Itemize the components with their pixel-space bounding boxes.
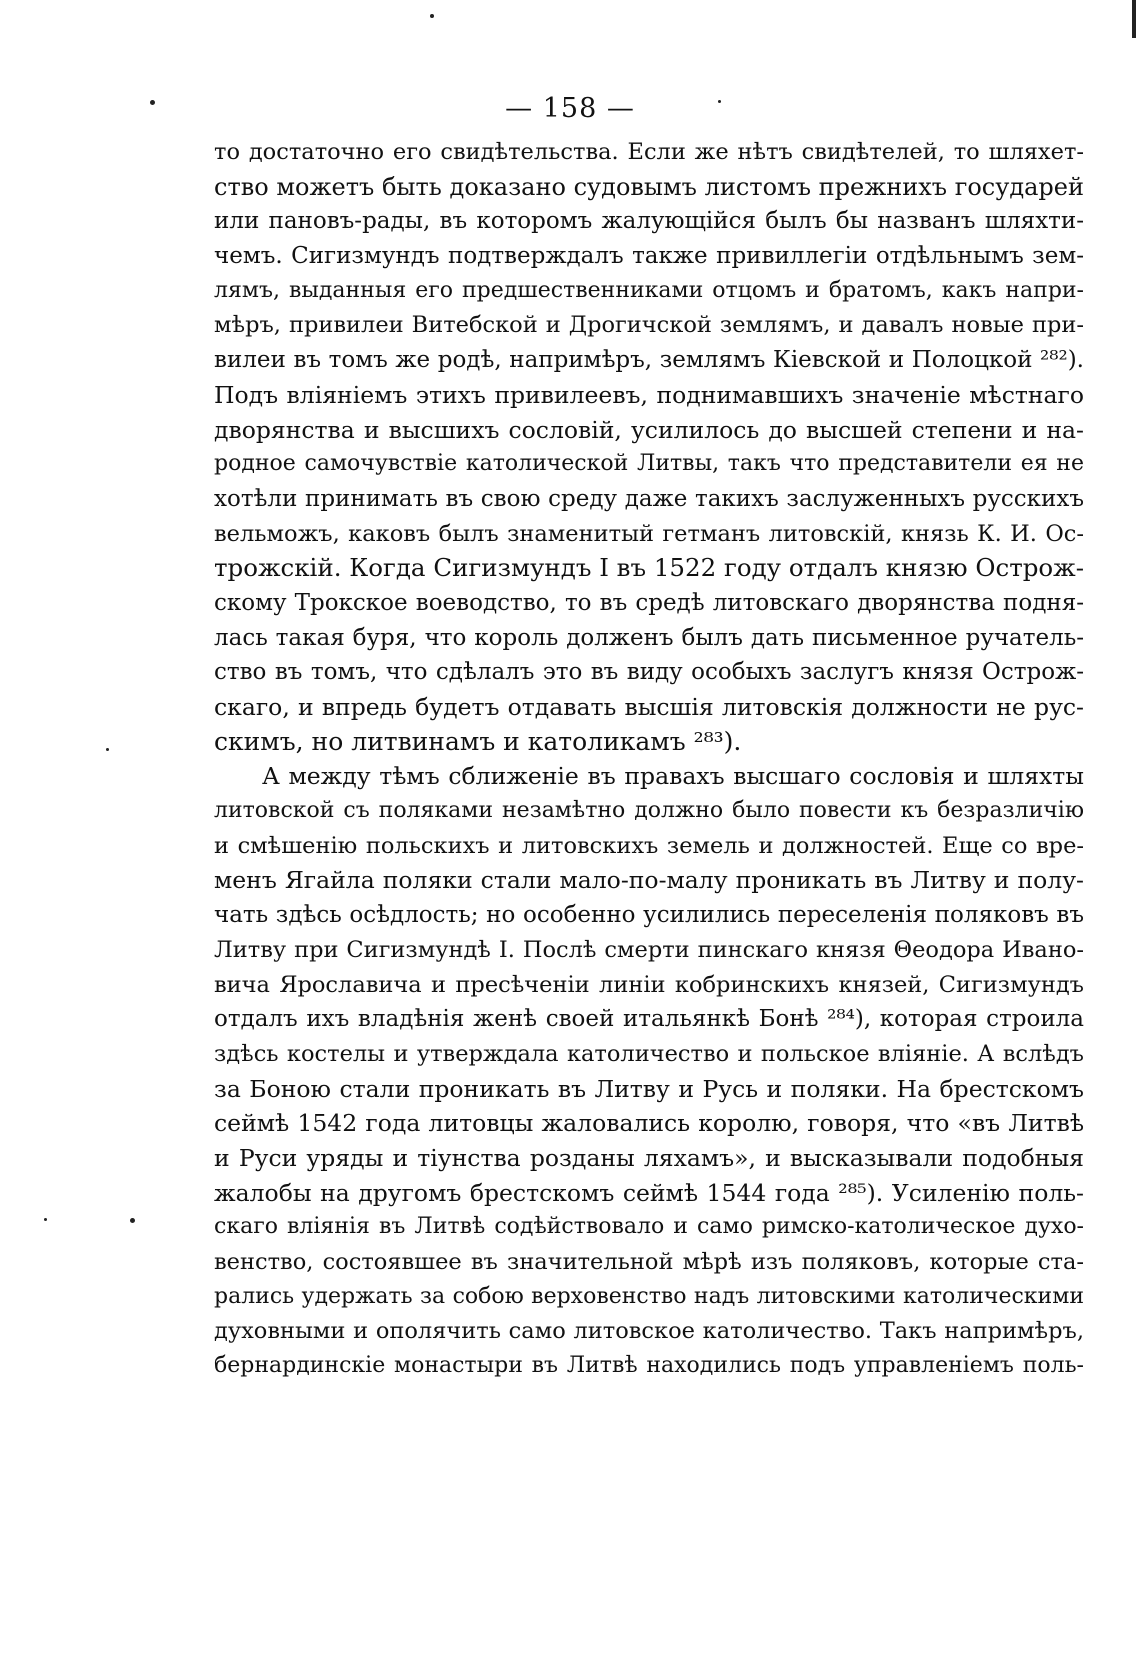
- paragraph: [214, 759, 1084, 1383]
- scan-speck: [44, 1218, 47, 1221]
- text-line: или пановъ-рады, въ которомъ жалующійся былъ бы названъ шляхти-: [214, 208, 1084, 235]
- text-line: ство можетъ быть доказано судовымъ листомъ прежнихъ государей: [214, 172, 1084, 201]
- text-line: А между тѣмъ сближеніе въ правахъ высшаго сословія и шляхты: [262, 762, 1084, 791]
- text-line: дворянства и высшихъ сословій, усилилось до высшей степени и на-: [214, 415, 1084, 444]
- text-line: то достаточно его свидѣтельства. Если же нѣтъ свидѣтелей, то шляхет-: [214, 139, 1084, 165]
- text-line: менъ Ягайла поляки стали мало-по-малу проникать въ Литву и полу-: [214, 866, 1084, 895]
- text-line: скому Трокское воеводство, то въ средѣ литовскаго дворянства подня-: [214, 589, 1084, 616]
- text-line: трожскій. Когда Сигизмундъ I въ 1522 году отдалъ князю Острож-: [214, 553, 1084, 583]
- page-number: — 158 —: [505, 93, 635, 124]
- text-line: родное самочувствіе католической Литвы, такъ что представители ея не: [214, 451, 1084, 477]
- text-line: Подъ вліяніемъ этихъ привилеевъ, поднимавшихъ значеніе мѣстнаго: [214, 380, 1084, 409]
- text-line: вича Ярославича и пресѣченіи линіи кобринскихъ князей, Сигизмундъ: [214, 971, 1084, 998]
- text-line: вилеи въ томъ же родѣ, напримѣръ, землямъ Кіевской и Полоцкой ²⁸²).: [214, 347, 1084, 374]
- text-line: отдалъ ихъ владѣнія женѣ своей итальянкѣ Бонѣ ²⁸⁴), которая строила: [214, 1006, 1084, 1033]
- text-line: скаго, и впредь будетъ отдавать высшія литовскія должности не рус-: [214, 693, 1084, 721]
- text-line: Литву при Сигизмундѣ I. Послѣ смерти пинскаго князя Θеодора Ивано-: [214, 936, 1084, 963]
- text-line: чать здѣсь осѣдлость; но особенно усилились переселенія поляковъ въ: [214, 902, 1084, 929]
- paragraph: [214, 135, 1084, 759]
- text-line: вельможъ, каковъ былъ знаменитый гетманъ литовскій, князь К. И. Ос-: [214, 520, 1084, 547]
- scan-speck: [130, 1218, 135, 1223]
- text-line: и смѣшенію польскихъ и литовскихъ земель и должностей. Еще со вре-: [214, 832, 1084, 859]
- text-line: лямъ, выданныя его предшественниками отцомъ и братомъ, какъ напри-: [214, 277, 1084, 303]
- text-line: бернардинскіе монастыри въ Литвѣ находились подъ управленіемъ поль-: [214, 1353, 1084, 1379]
- text-line: хотѣли принимать въ свою среду даже такихъ заслуженныхъ русскихъ: [214, 485, 1084, 512]
- text-line: за Боною стали проникать въ Литву и Русь и поляки. На брестскомъ: [214, 1074, 1084, 1103]
- text-line: венство, состоявшее въ значительной мѣрѣ изъ поляковъ, которые ста-: [214, 1249, 1084, 1275]
- scan-speck: [430, 14, 434, 18]
- page-edge-mark: [1132, 0, 1136, 38]
- text-line: скаго вліянія въ Литвѣ содѣйствовало и само римско-католическое духо-: [214, 1214, 1084, 1240]
- text-line: рались удержать за собою верховенство надъ литовскими католическими: [214, 1283, 1084, 1309]
- text-line: жалобы на другомъ брестскомъ сеймѣ 1544 года ²⁸⁵). Усиленію поль-: [214, 1178, 1084, 1207]
- text-line: сеймѣ 1542 года литовцы жаловались королю, говоря, что «въ Литвѣ: [214, 1109, 1084, 1138]
- text-line: лась такая буря, что король долженъ былъ дать письменное ручатель-: [214, 624, 1084, 651]
- text-line: и Руси уряды и тіунства розданы ляхамъ», и высказывали подобныя: [214, 1143, 1084, 1172]
- text-line: литовской съ поляками незамѣтно должно было повести къ безразличію: [214, 798, 1084, 824]
- text-line: ство въ томъ, что сдѣлалъ это въ виду особыхъ заслугъ князя Острож-: [214, 659, 1084, 686]
- text-body: [214, 135, 1084, 1384]
- text-line: духовными и ополячить само литовское католичество. Такъ напримѣръ,: [214, 1318, 1084, 1345]
- text-line: здѣсь костелы и утверждала католичество и польское вліяніе. А вслѣдъ: [214, 1040, 1084, 1067]
- text-line: мѣръ, привилеи Витебской и Дрогичской землямъ, и давалъ новые при-: [214, 312, 1084, 339]
- scan-speck: [106, 748, 109, 751]
- text-line: чемъ. Сигизмундъ подтверждалъ также привиллегіи отдѣльнымъ зем-: [214, 243, 1084, 270]
- text-line: скимъ, но литвинамъ и католикамъ ²⁸³).: [214, 726, 742, 756]
